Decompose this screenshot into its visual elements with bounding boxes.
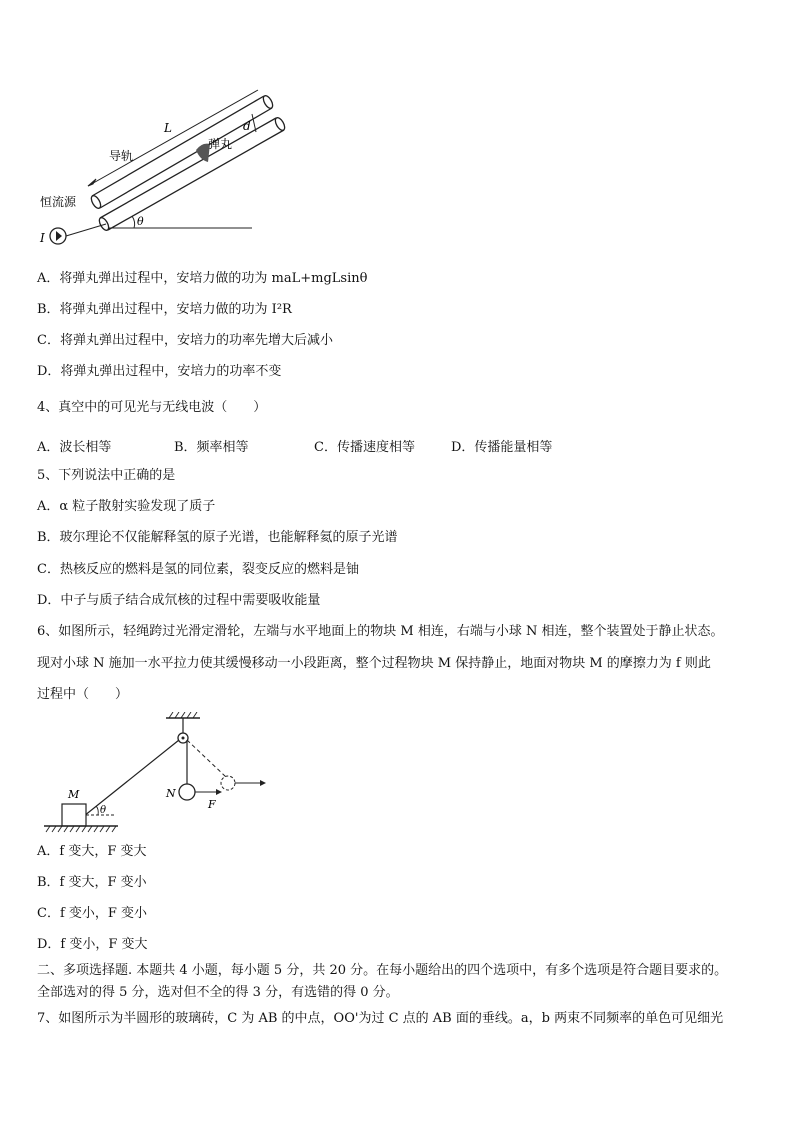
q3-option-b: B．将弹丸弹出过程中，安培力做的功为 I²R	[37, 302, 292, 317]
q6-option-a: A．f 变大，F 变大	[37, 844, 147, 859]
railgun-figure	[36, 88, 296, 258]
label-F: F	[208, 798, 216, 811]
label-M: M	[68, 788, 80, 801]
q4-option-b: B．频率相等	[174, 440, 249, 455]
block-M	[62, 804, 86, 826]
q6-option-c: C．f 变小，F 变小	[37, 906, 148, 921]
label-power-source: 恒流源	[40, 195, 77, 209]
q6-option-b: B．f 变大，F 变小	[37, 875, 147, 890]
label-I: I	[40, 231, 45, 245]
label-theta: θ	[137, 215, 144, 228]
section2-heading-line-1: 二、多项选择题. 本题共 4 小题，每小题 5 分，共 20 分。在每小题给出的四个选项中，有多个选项是符合题目要求的。	[37, 963, 728, 978]
q5-stem: 5、下列说法中正确的是	[37, 468, 176, 483]
label-d: d	[243, 119, 251, 133]
q5-option-c: C．热核反应的燃料是氢的同位素，裂变反应的燃料是铀	[37, 562, 359, 577]
q6-option-d: D．f 变小，F 变大	[37, 937, 148, 952]
q3-option-a: A．将弹丸弹出过程中，安培力做的功为 maL+mgLsinθ	[37, 271, 368, 286]
lower-rail	[97, 116, 286, 232]
q6-stem-line-1: 6、如图所示，轻绳跨过光滑定滑轮，左端与水平地面上的物块 M 相连，右端与小球 N 相连，整个装置处于静止状态。	[37, 624, 724, 639]
q6-stem-line-3: 过程中（ ）	[37, 687, 129, 702]
ball-N	[179, 784, 195, 800]
q4-option-a: A．波长相等	[37, 440, 112, 455]
q3-option-c: C．将弹丸弹出过程中，安培力的功率先增大后减小	[37, 333, 333, 348]
section2-heading-line-2: 全部选对的得 5 分，选对但不全的得 3 分，有选错的得 0 分。	[37, 985, 399, 1000]
q4-option-d: D．传播能量相等	[451, 440, 553, 455]
label-theta: θ	[100, 805, 107, 816]
label-bullet: 弹丸	[208, 137, 233, 151]
q4-stem: 4、真空中的可见光与无线电波（ ）	[37, 400, 267, 415]
q3-option-d: D．将弹丸弹出过程中，安培力的功率不变	[37, 364, 282, 379]
pulley-figure	[38, 712, 278, 837]
label-guide-rail: 导轨	[109, 149, 134, 163]
q5-option-d: D．中子与质子结合成氘核的过程中需要吸收能量	[37, 593, 321, 608]
q5-option-b: B．玻尔理论不仅能解释氢的原子光谱，也能解释氦的原子光谱	[37, 530, 398, 545]
label-N: N	[166, 787, 176, 800]
q7-stem: 7、如图所示为半圆形的玻璃砖，C 为 AB 的中点，OO'为过 C 点的 AB 面的垂线。a，b 两束不同频率的单色可见细光	[37, 1011, 724, 1026]
label-L: L	[164, 121, 172, 135]
q5-option-a: A．α 粒子散射实验发现了质子	[37, 499, 216, 514]
q4-option-c: C．传播速度相等	[314, 440, 415, 455]
q6-stem-line-2: 现对小球 N 施加一水平拉力使其缓慢移动一小段距离，整个过程物块 M 保持静止，地面对物块 M 的摩擦力为 f 则此	[37, 656, 711, 671]
